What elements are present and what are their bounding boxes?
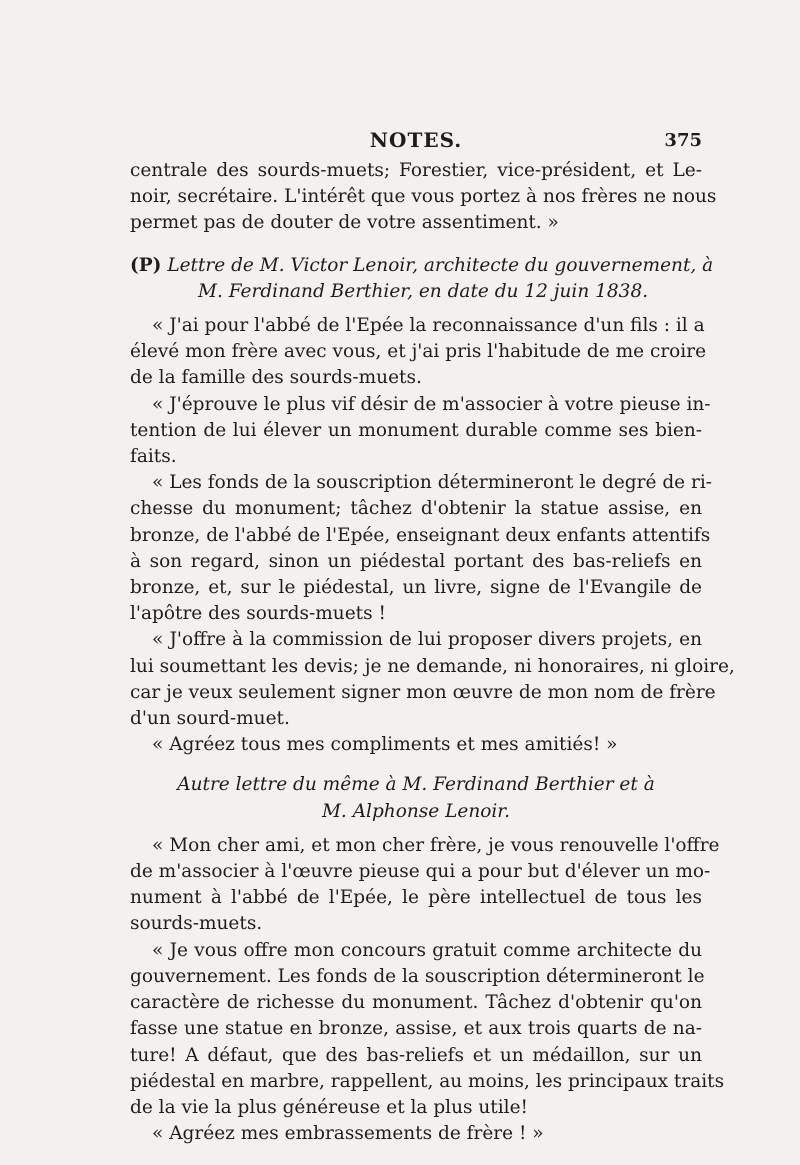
text-line: de m'associer à l'œuvre pieuse qui a pour but d'élever un mo- [130,861,711,883]
text-line: car je veux seulement signer mon œuvre de mon nom de frère [130,681,716,703]
text-line: « Je vous offre mon concours gratuit comme architecte du [152,939,702,961]
running-title: NOTES. [369,128,463,152]
text-line: « Agréez mes embrassements de frère ! » [152,1123,544,1145]
text-line: « J'éprouve le plus vif désir de m'associer à votre pieuse in- [152,393,711,415]
text-line: bronze, et, sur le piédestal, un livre, signe de l'Evangile de [130,577,702,599]
text-line: l'apôtre des sourds-muets ! [130,603,386,625]
other-letter-heading [130,772,702,824]
letter-p-paragraph [130,392,711,471]
other-letter-paragraph [130,1121,702,1147]
heading-line-2: M. Ferdinand Berthier, en date du 12 juin 1838. [198,280,649,302]
text-line: gouvernement. Les fonds de la souscription détermineront le [130,965,705,987]
letter-p-paragraph [130,732,702,758]
text-line: caractère de richesse du monument. Tâchez d'obtenir qu'on [130,992,702,1014]
text-line: centrale des sourds-muets; Forestier, vice-président, et Le- [130,160,702,181]
text-line: « Les fonds de la souscription détermineront le degré de ri- [152,472,712,494]
letter-p-paragraph [130,313,707,392]
text-line: fasse une statue en bronze, assise, et aux trois quarts de na- [130,1018,702,1040]
heading-line-2: M. Alphonse Lenoir. [321,800,510,822]
text-line: de la famille des sourds-muets. [130,367,422,389]
heading-line-1 [130,253,714,279]
text-line: ture! A défaut, que des bas-reliefs et un médaillon, sur un [130,1044,702,1066]
paragraph-continuation [130,158,717,237]
page-body [130,158,735,1147]
heading-text: Lettre de M. Victor Lenoir, architecte du gouvernement, à [167,254,714,276]
text-line: élevé mon frère avec vous, et j'ai pris l'habitude de me croire [130,341,707,363]
text-line: « Mon cher ami, et mon cher frère, je vous renouvelle l'offre [152,834,720,856]
text-line: d'un sourd-muet. [130,708,290,730]
text-line: sourds-muets. [130,913,263,935]
letter-p-paragraph [130,470,712,627]
letter-p-paragraph [130,627,735,732]
text-line: « J'offre à la commission de lui proposer divers projets, en [152,629,702,651]
other-letter-paragraph [130,833,720,938]
text-line: piédestal en marbre, rappellent, au moins, les principaux traits [130,1070,725,1092]
text-line: « Agréez tous mes compliments et mes amitiés! » [152,734,618,756]
page-number: 375 [664,130,702,151]
text-line: « J'ai pour l'abbé de l'Epée la reconnaissance d'un fils : il a [152,315,705,337]
running-header [130,128,702,158]
other-letter-paragraph [130,938,725,1121]
text-line: bronze, de l'abbé de l'Epée, enseignant deux enfants attentifs [130,524,711,546]
text-line: nument à l'abbé de l'Epée, le père intellectuel de tous les [130,887,702,909]
text-line: faits. [130,446,177,468]
text-line: lui soumettant les devis; je ne demande, ni honoraires, ni gloire, [130,655,735,677]
letter-p-heading [130,253,714,305]
text-line: de la vie la plus généreuse et la plus utile! [130,1096,528,1118]
note-label: (P) [130,254,162,276]
heading-line-1: Autre lettre du même à M. Ferdinand Berthier et à [177,774,655,796]
text-line: chesse du monument; tâchez d'obtenir la statue assise, en [130,498,702,520]
text-line: noir, secrétaire. L'intérêt que vous portez à nos frères ne nous [130,186,717,208]
text-line: à son regard, sinon un piédestal portant des bas-reliefs en [130,550,702,572]
text-line: permet pas de douter de votre assentiment. » [130,212,559,234]
text-line: tention de lui élever un monument durable comme ses bien- [130,419,702,441]
